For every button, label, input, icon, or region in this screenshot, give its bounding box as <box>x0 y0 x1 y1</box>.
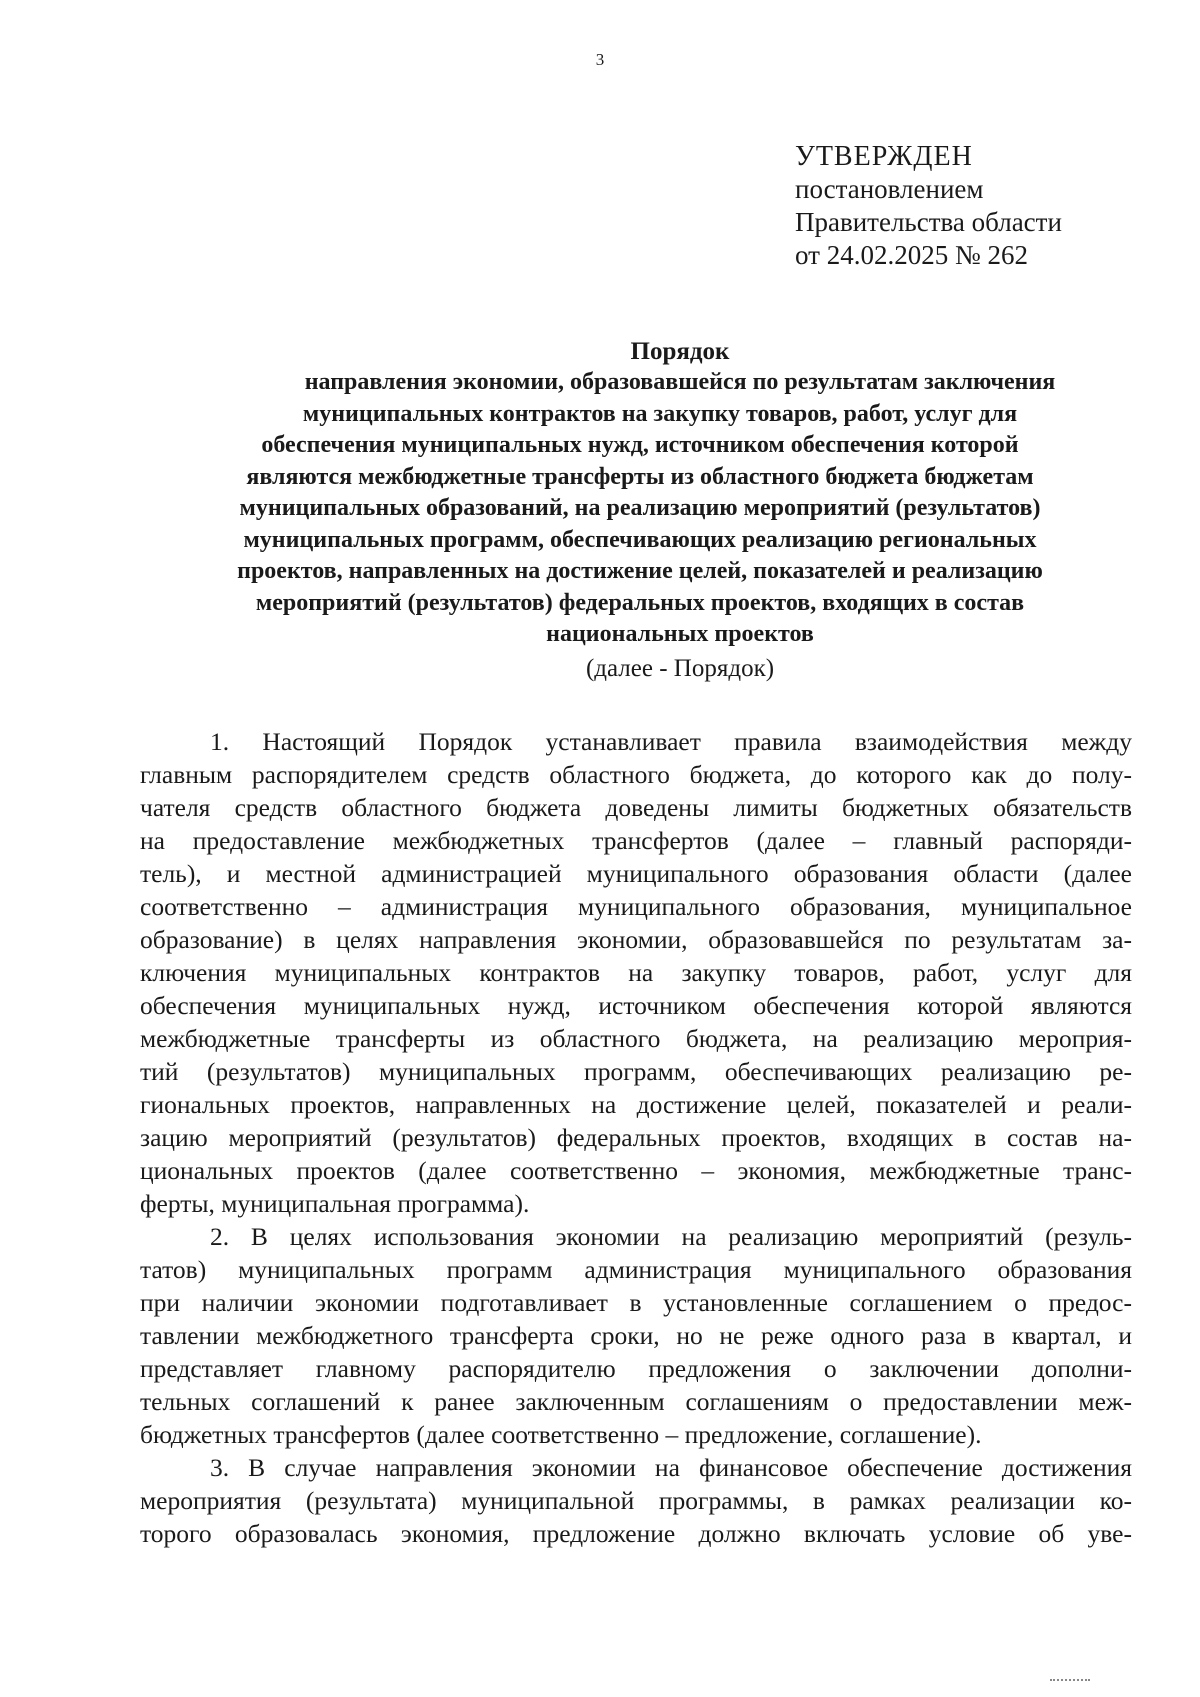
subtitle-line: направления экономии, образовавшейся по результатам заключения <box>304 369 1056 395</box>
paragraph-line: ключения муниципальных контрактов на закупку товаров, работ, услуг для <box>140 958 1132 987</box>
paragraph-line: 1. Настоящий Порядок устанавливает правила взаимодействия между <box>210 727 1132 756</box>
paragraph-line: при наличии экономии подготавливает в установленные соглашением о предос- <box>140 1288 1132 1317</box>
paragraph-line: циональных проектов (далее соответственно – экономия, межбюджетные транс- <box>140 1156 1132 1185</box>
paragraph-line: торого образовалась экономия, предложение должно включать условие об уве- <box>140 1519 1132 1548</box>
paragraph-line: зацию мероприятий (результатов) федеральных проектов, входящих в состав на- <box>140 1123 1132 1152</box>
paragraph-line: гиональных проектов, направленных на достижение целей, показателей и реали- <box>140 1090 1132 1119</box>
paragraph-line: 3. В случае направления экономии на финансовое обеспечение достижения <box>210 1453 1132 1482</box>
subtitle-line: муниципальных программ, обеспечивающих реализацию региональных <box>243 526 1037 553</box>
paragraph-1 <box>140 725 1132 1220</box>
paragraph-line: соответственно – администрация муниципального образования, муниципальное <box>140 892 1132 921</box>
paragraph-line: мероприятия (результата) муниципальной программы, в рамках реализации ко- <box>140 1486 1132 1515</box>
paragraph-line: обеспечения муниципальных нужд, источником обеспечения которой являются <box>140 991 1132 1020</box>
paragraph-line: межбюджетные трансферты из областного бюджета, на реализацию мероприя- <box>140 1024 1132 1053</box>
subtitle-line: мероприятий (результатов) федеральных проектов, входящих в состав <box>255 589 1025 616</box>
paragraph-line: 2. В целях использования экономии на реализацию мероприятий (резуль- <box>210 1222 1132 1251</box>
paragraph-line: образование) в целях направления экономии, образовавшейся по результатам за- <box>140 925 1132 954</box>
paragraph-line: главным распорядителем средств областного бюджета, до которого как до полу- <box>140 760 1132 789</box>
paragraph-line: бюджетных трансфертов (далее соответственно – предложение, соглашение). <box>140 1420 982 1449</box>
subtitle-line: обеспечения муниципальных нужд, источником обеспечения которой <box>261 432 1019 458</box>
scan-artifact-mark <box>1050 1679 1090 1687</box>
paragraph-2 <box>140 1220 1132 1451</box>
subtitle-line: являются межбюджетные трансферты из областного бюджета бюджетам <box>246 463 1034 490</box>
paragraph-line: на предоставление межбюджетных трансфертов (далее – главный распоряди- <box>140 826 1132 855</box>
approval-line-3: от 24.02.2025 № 262 <box>795 240 1028 270</box>
paragraph-line: тавлении межбюджетного трансферта сроки, но не реже одного раза в квартал, и <box>140 1321 1132 1350</box>
subtitle-line: проектов, направленных на достижение целей, показателей и реализацию <box>237 558 1043 584</box>
title-note: (далее - Порядок) <box>585 654 775 682</box>
paragraph-line: тель), и местной администрацией муниципального образования области (далее <box>140 859 1132 888</box>
approved-heading: УТВЕРЖДЕН <box>795 141 973 172</box>
page-number: 3 <box>595 50 605 69</box>
paragraph-line: татов) муниципальных программ администрация муниципального образования <box>140 1255 1132 1284</box>
subtitle-line: национальных проектов <box>546 621 814 647</box>
approval-stamp-block <box>795 140 1062 272</box>
subtitle-line: муниципальных контрактов на закупку товаров, работ, услуг для <box>302 400 1018 427</box>
document-title: Порядок <box>630 338 730 365</box>
paragraph-line: чателя средств областного бюджета доведены лимиты бюджетных обязательств <box>140 793 1132 822</box>
paragraph-line: ферты, муниципальная программа). <box>140 1189 530 1218</box>
approval-line-2: Правительства области <box>795 207 1062 237</box>
paragraph-line: тельных соглашений к ранее заключенным соглашениям о предоставлении меж- <box>140 1387 1132 1416</box>
document-body <box>140 725 1132 1550</box>
document-title-block <box>140 336 1140 685</box>
paragraph-3 <box>140 1451 1132 1550</box>
paragraph-line: представляет главному распорядителю предложения о заключении дополни- <box>140 1354 1132 1383</box>
paragraph-line: тий (результатов) муниципальных программ, обеспечивающих реализацию ре- <box>140 1057 1132 1086</box>
approval-line-1: постановлением <box>795 174 984 204</box>
subtitle-line: муниципальных образований, на реализацию мероприятий (результатов) <box>239 495 1041 521</box>
document-subtitle <box>140 367 1140 651</box>
